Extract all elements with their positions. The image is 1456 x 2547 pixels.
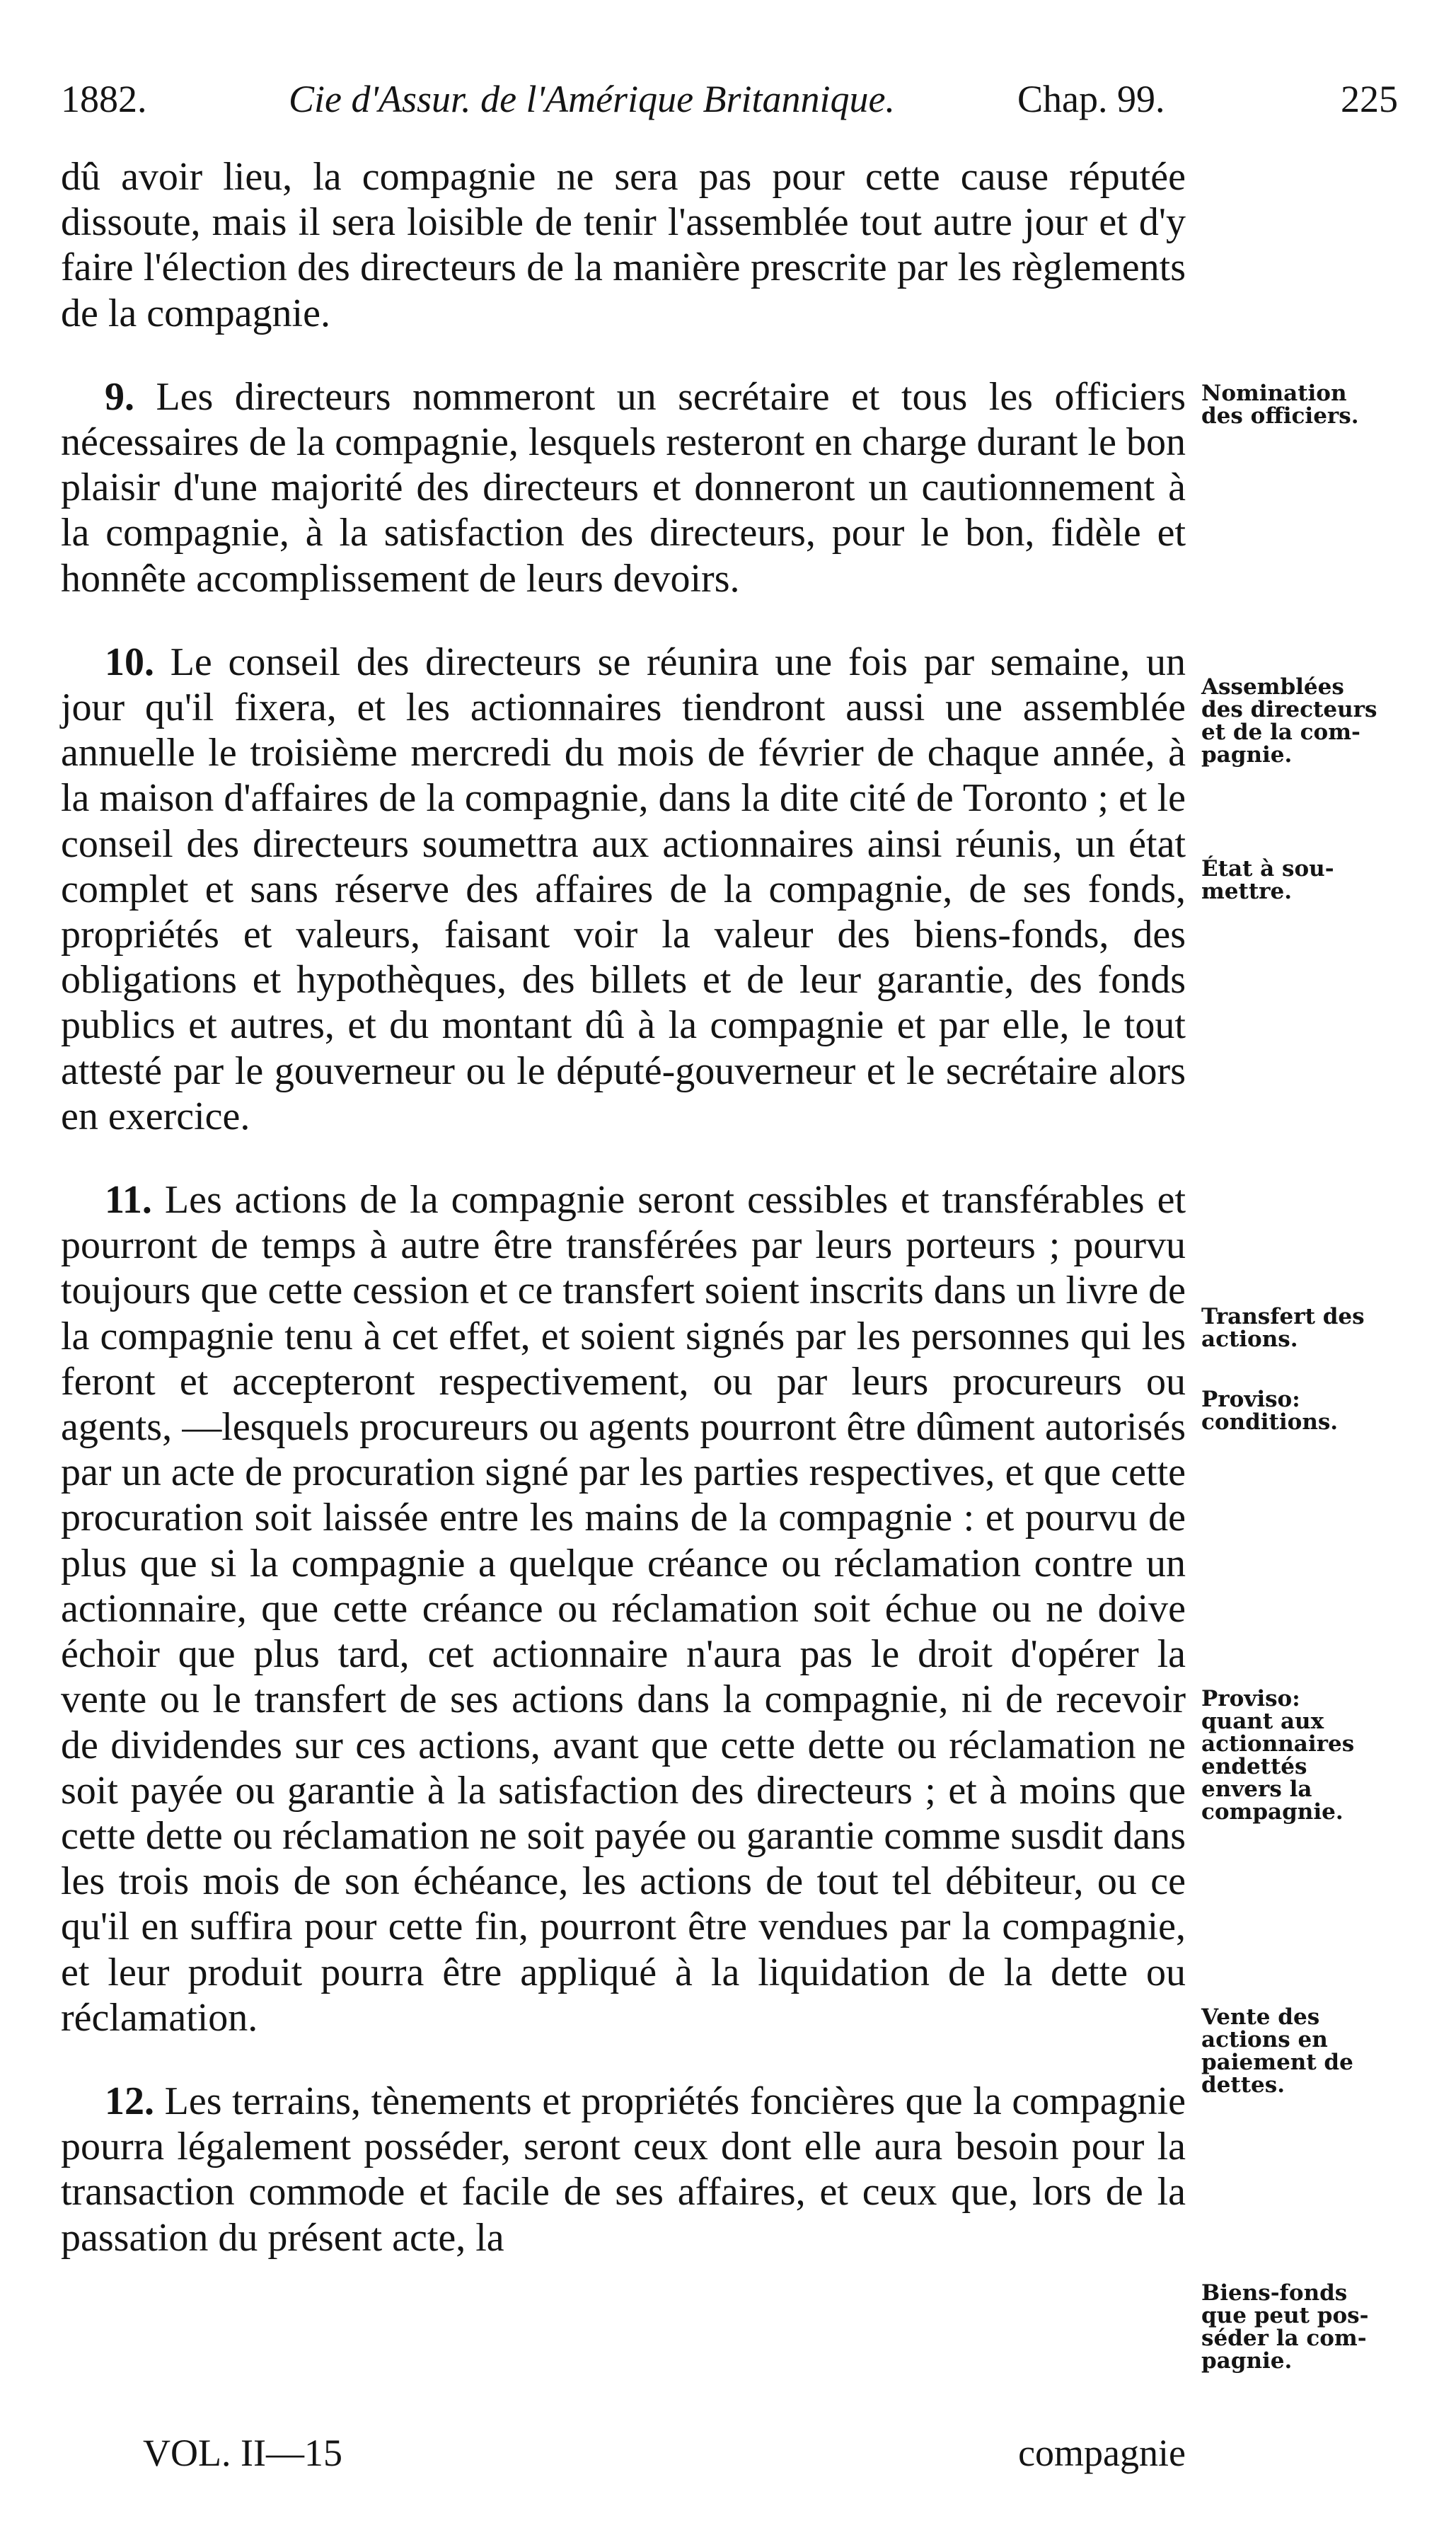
- marginal-note-line: conditions.: [1201, 1409, 1339, 1435]
- marginal-note-line: mettre.: [1201, 879, 1293, 904]
- section-number: 9.: [105, 374, 134, 419]
- marginal-note-line: endettés: [1201, 1754, 1307, 1779]
- marginal-note-line: Nomination: [1201, 381, 1347, 406]
- marginal-note-line: envers la: [1201, 1777, 1312, 1802]
- marginal-note-proviso-conditions: [1201, 1388, 1428, 1433]
- marginal-note-line: des directeurs: [1201, 697, 1377, 722]
- paragraph-section-12: [61, 2079, 1186, 2260]
- paragraph-text: Les actions de la compagnie seront cessibles et transférables et pourront de temps à autre être transférées par leurs porteurs ; pourvu toujours que cette cession et ce transfert soient inscrits dans un livre de la compagnie tenu à cet effet, et soient signés par les personnes qui les feront et accepteront respectivement, ou par leurs procureurs ou agents, —lesquels procureurs ou agents pourront être dûment autorisés par un acte de procuration signé par les parties respectives, et que cette procuration soit laissée entre les mains de la compagnie : et pourvu de plus que si la compagnie a quelque créance ou réclamation contre un actionnaire, que cette créance ou réclamation soit échue ou ne doive échoir que plus tard, cet actionnaire n'aura pas le droit d'opérer la vente ou le transfert de ses actions dans la compagnie, ni de recevoir de dividendes sur ces actions, avant que cette dette ou réclamation ne soit payée ou garantie à la satisfaction des directeurs ; et à moins que cette dette ou réclamation ne soit payée ou garantie comme susdit dans les trois mois de son échéance, les actions de tout tel débiteur, ou ce qu'il en suffira pour cette fin, pourront être vendues par la compagnie, et leur produit pourra être appliqué à la liquidation de la dette ou réclamation.: [61, 1178, 1186, 2040]
- marginal-note-proviso-actionnaires: [1201, 1687, 1428, 1823]
- marginal-note-line: séder la com-: [1201, 2326, 1367, 2351]
- marginal-note-line: État à sou-: [1201, 856, 1334, 882]
- catchword: compagnie: [1018, 2432, 1186, 2474]
- header-title: Cie d'Assur. de l'Amérique Britannique.: [289, 78, 896, 120]
- running-header: [61, 71, 1398, 127]
- header-chapter: Chap. 99.: [1017, 78, 1165, 120]
- paragraph-section-10: [61, 640, 1186, 1139]
- header-year: 1882.: [61, 78, 147, 120]
- marginal-note-line: que peut pos-: [1201, 2303, 1369, 2328]
- paragraph-section-8-continued: [61, 154, 1186, 336]
- paragraph-section-11: [61, 1177, 1186, 2040]
- marginal-note-assemblees: [1201, 676, 1428, 766]
- marginal-note-line: Transfert des: [1201, 1304, 1365, 1329]
- marginal-note-line: quant aux: [1201, 1709, 1324, 1734]
- marginal-note-line: Proviso:: [1201, 1387, 1300, 1412]
- marginal-note-biens-fonds: [1201, 2282, 1428, 2372]
- paragraph-text: Les directeurs nommeront un secrétaire et tous les officiers nécessaires de la compagnie, lesquels resteront en charge durant le bon plaisir d'une majorité des directeurs et donneront un cautionnement à la compagnie, à la satisfaction des directeurs, pour le bon, fidèle et honnête accomplissement de leurs devoirs.: [61, 374, 1186, 601]
- paragraph-section-9: [61, 374, 1186, 601]
- marginal-note-line: paiement de: [1201, 2050, 1353, 2075]
- marginal-note-line: des officiers.: [1201, 403, 1359, 429]
- marginal-note-line: pagnie.: [1201, 742, 1293, 768]
- main-text: [61, 154, 1186, 2260]
- marginal-note-line: compagnie.: [1201, 1799, 1344, 1825]
- page-number: 225: [1341, 78, 1398, 120]
- marginal-note-vente: [1201, 2006, 1428, 2096]
- marginal-note-line: Assemblées: [1201, 674, 1344, 700]
- marginal-note-line: pagnie.: [1201, 2348, 1293, 2374]
- marginal-note-line: actions en: [1201, 2027, 1328, 2052]
- section-number: 10.: [105, 640, 154, 684]
- marginal-note-line: dettes.: [1201, 2072, 1285, 2098]
- marginal-note-nomination: [1201, 382, 1428, 427]
- paragraph-text: Le conseil des directeurs se réunira une fois par semaine, un jour qu'il fixera, et les actionnaires tiendront aussi une assemblée annuelle le troisième mercredi du mois de février de chaque année, à la maison d'affaires de la compagnie, dans la dite cité de Toronto ; et le conseil des directeurs soumettra aux actionnaires ainsi réunis, un état complet et sans réserve des affaires de la compagnie, de ses fonds, propriétés et valeurs, faisant voir la valeur des biens-fonds, des obligations et hypothèques, des billets et de leur garantie, des fonds publics et autres, et du montant dû à la compagnie et par elle, le tout attesté par le gouverneur ou le député-gouverneur et le secrétaire alors en exercice.: [61, 640, 1186, 1138]
- marginal-note-line: actionnaires: [1201, 1731, 1355, 1757]
- marginal-note-line: Proviso:: [1201, 1686, 1300, 1711]
- section-number: 11.: [105, 1178, 152, 1223]
- marginal-note-line: Vente des: [1201, 2004, 1320, 2030]
- marginal-note-line: Biens-fonds: [1201, 2280, 1348, 2306]
- marginal-note-transfert: [1201, 1305, 1428, 1351]
- paragraph-text: Les terrains, tènements et propriétés foncières que la compagnie pourra légalement posséder, seront ceux dont elle aura besoin pour la transaction commode et facile de ses affaires, et ceux que, lors de la passation du présent acte, la: [61, 2079, 1186, 2260]
- paragraph-text: dû avoir lieu, la compagnie ne sera pas pour cette cause réputée dissoute, mais il sera loisible de tenir l'assemblée tout autre jour et d'y faire l'élection des directeurs de la manière prescrite par les règlements de la compagnie.: [61, 155, 1186, 335]
- section-number: 12.: [105, 2079, 154, 2123]
- marginal-note-line: et de la com-: [1201, 720, 1360, 745]
- marginal-note-line: actions.: [1201, 1327, 1298, 1352]
- volume-signature: VOL. II—15: [143, 2432, 342, 2474]
- marginal-note-etat: [1201, 857, 1428, 903]
- page-footer: [61, 2428, 1186, 2478]
